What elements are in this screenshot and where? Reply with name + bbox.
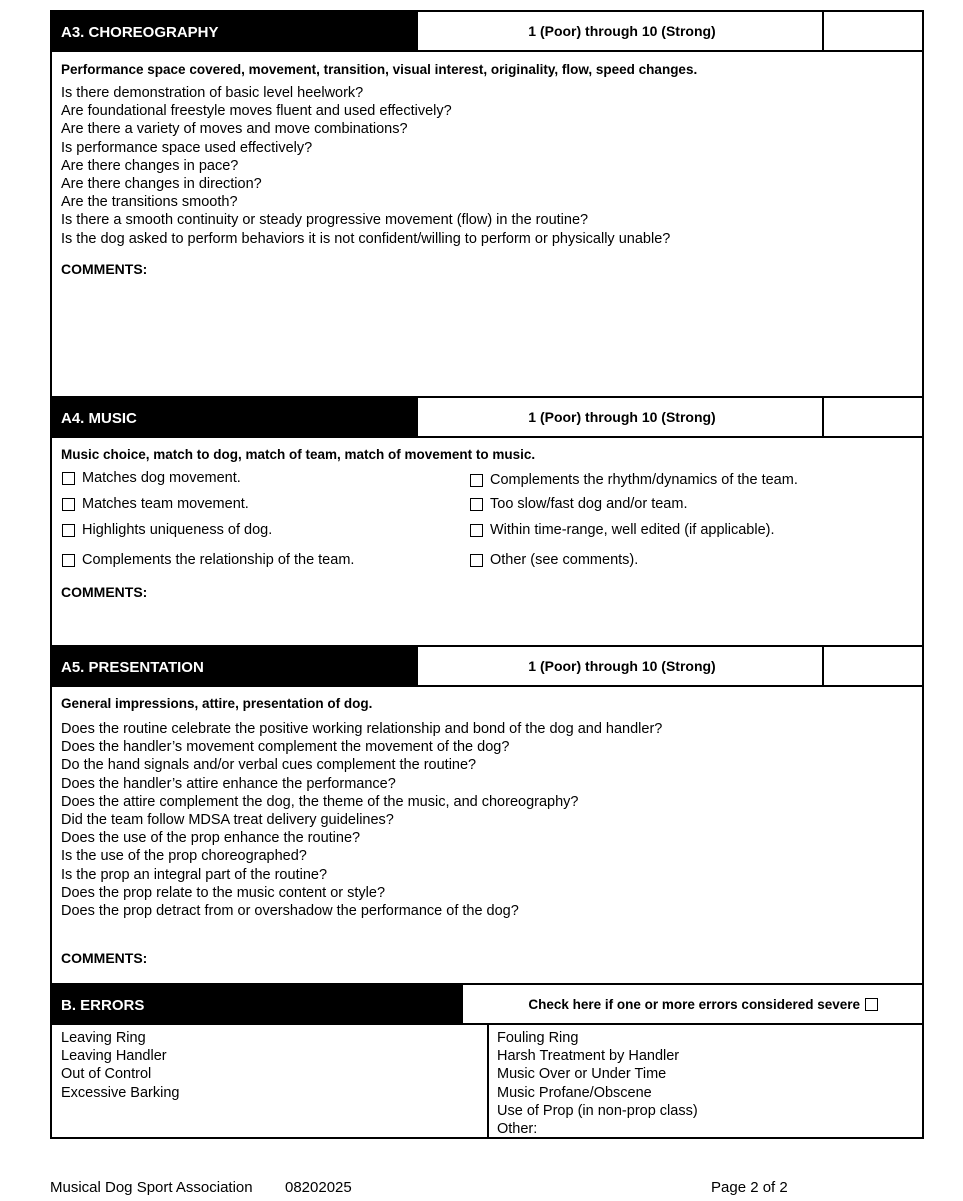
section-a3-score-box[interactable] [822,12,922,52]
checkbox-box[interactable] [470,524,483,537]
question-item: Is there demonstration of basic level heelwork? [61,85,364,101]
checkbox-box[interactable] [470,498,483,511]
section-a3-description: Performance space covered, movement, transition, visual interest, originality, flow, speed changes. [61,62,698,77]
checkbox-box[interactable] [62,498,75,511]
checkbox-matches-dog-movement[interactable] [62,470,241,486]
error-item: Excessive Barking [61,1084,180,1101]
checkbox-too-slow-fast[interactable] [470,496,687,512]
error-item: Harsh Treatment by Handler [497,1048,680,1065]
section-a4-music [50,396,924,647]
section-a4-score-box[interactable] [822,398,922,438]
section-a5-questions [61,720,911,920]
question-item: Are the transitions smooth? [61,194,238,211]
checkbox-box[interactable] [62,554,75,567]
checkbox-complements-relationship[interactable] [62,552,354,568]
checkbox-label: Too slow/fast dog and/or team. [490,496,688,512]
section-a5-score-box[interactable] [822,647,922,687]
checkbox-label: Highlights uniqueness of dog. [82,522,273,538]
question-item: Does the attire complement the dog, the theme of the music, and choreography? [61,793,579,810]
section-a5-scale: 1 (Poor) through 10 (Strong) [416,647,826,687]
question-item: Is the use of the prop choreographed? [61,848,307,865]
error-item: Fouling Ring [497,1030,579,1046]
error-item: Music Over or Under Time [497,1066,667,1083]
section-a5-presentation [50,645,924,985]
error-item: Out of Control [61,1066,152,1083]
question-item: Did the team follow MDSA treat delivery guidelines? [61,812,394,829]
question-item: Does the prop detract from or overshadow the performance of the dog? [61,903,519,920]
question-item: Does the prop relate to the music content or style? [61,884,386,901]
checkbox-other[interactable] [470,552,638,568]
checkbox-label: Complements the relationship of the team. [82,552,355,568]
checkbox-matches-team-movement[interactable] [62,496,249,512]
checkbox-label: Matches dog movement. [82,470,241,486]
footer-code: 08202025 [285,1179,352,1196]
checkbox-within-time-range[interactable] [470,522,775,538]
question-item: Does the use of the prop enhance the routine? [61,830,361,847]
section-a3-scale: 1 (Poor) through 10 (Strong) [416,12,826,52]
section-a3-comments-area[interactable] [61,282,911,387]
checkbox-box[interactable] [62,472,75,485]
question-item: Is performance space used effectively? [61,139,313,156]
question-item: Is the dog asked to perform behaviors it is not confident/willing to perform or physically unable? [61,230,671,247]
checkbox-box[interactable] [470,554,483,567]
section-b-title: B. ERRORS [52,985,461,1025]
checkbox-box[interactable] [62,524,75,537]
error-item: Leaving Ring [61,1030,146,1046]
error-item: Music Profane/Obscene [497,1084,652,1101]
severe-check-label: Check here if one or more errors considered severe [528,996,860,1012]
errors-left-list [61,1029,481,1102]
section-a4-scale: 1 (Poor) through 10 (Strong) [416,398,826,438]
question-item: Is the prop an integral part of the routine? [61,866,328,883]
question-item: Are there a variety of moves and move combinations? [61,121,408,138]
checkbox-label: Complements the rhythm/dynamics of the team. [490,472,798,488]
question-item: Does the routine celebrate the positive working relationship and bond of the dog and handler? [61,721,663,737]
errors-divider [487,1025,489,1137]
section-a4-comments-label: COMMENTS: [61,584,148,600]
checkbox-highlights-uniqueness[interactable] [62,522,272,538]
section-a4-description: Music choice, match to dog, match of team, match of movement to music. [61,447,536,462]
severe-checkbox[interactable] [865,998,878,1011]
error-item: Other: [497,1121,538,1138]
question-item: Are foundational freestyle moves fluent and used effectively? [61,103,452,120]
errors-right-list [497,1029,917,1138]
checkbox-complements-rhythm[interactable] [470,472,798,488]
footer-page-number: Page 2 of 2 [711,1179,788,1196]
question-item: Are there changes in pace? [61,157,239,174]
section-a3-title: A3. CHOREOGRAPHY [52,12,416,52]
checkbox-box[interactable] [470,474,483,487]
section-a5-description: General impressions, attire, presentation of dog. [61,696,373,711]
section-a5-title: A5. PRESENTATION [52,647,416,687]
section-a3-questions [61,84,911,248]
question-item: Does the handler’s attire enhance the performance? [61,775,396,792]
section-b-errors [50,983,924,1139]
error-item: Leaving Handler [61,1048,167,1065]
question-item: Do the hand signals and/or verbal cues complement the routine? [61,757,477,774]
section-a4-title: A4. MUSIC [52,398,416,438]
section-a3-choreography [50,10,924,398]
checkbox-label: Within time-range, well edited (if applicable). [490,522,775,538]
footer-org: Musical Dog Sport Association [50,1179,253,1196]
question-item: Is there a smooth continuity or steady progressive movement (flow) in the routine? [61,212,589,229]
question-item: Are there changes in direction? [61,176,262,193]
checkbox-label: Matches team movement. [82,496,249,512]
section-a5-comments-area[interactable] [61,931,911,947]
section-a3-comments-label: COMMENTS: [61,261,148,277]
error-item: Use of Prop (in non-prop class) [497,1102,698,1119]
checkbox-label: Other (see comments). [490,552,639,568]
severe-check-cell [461,985,922,1025]
section-a4-comments-area[interactable] [61,604,911,640]
question-item: Does the handler’s movement complement the movement of the dog? [61,739,510,756]
section-a5-comments-label: COMMENTS: [61,950,148,966]
